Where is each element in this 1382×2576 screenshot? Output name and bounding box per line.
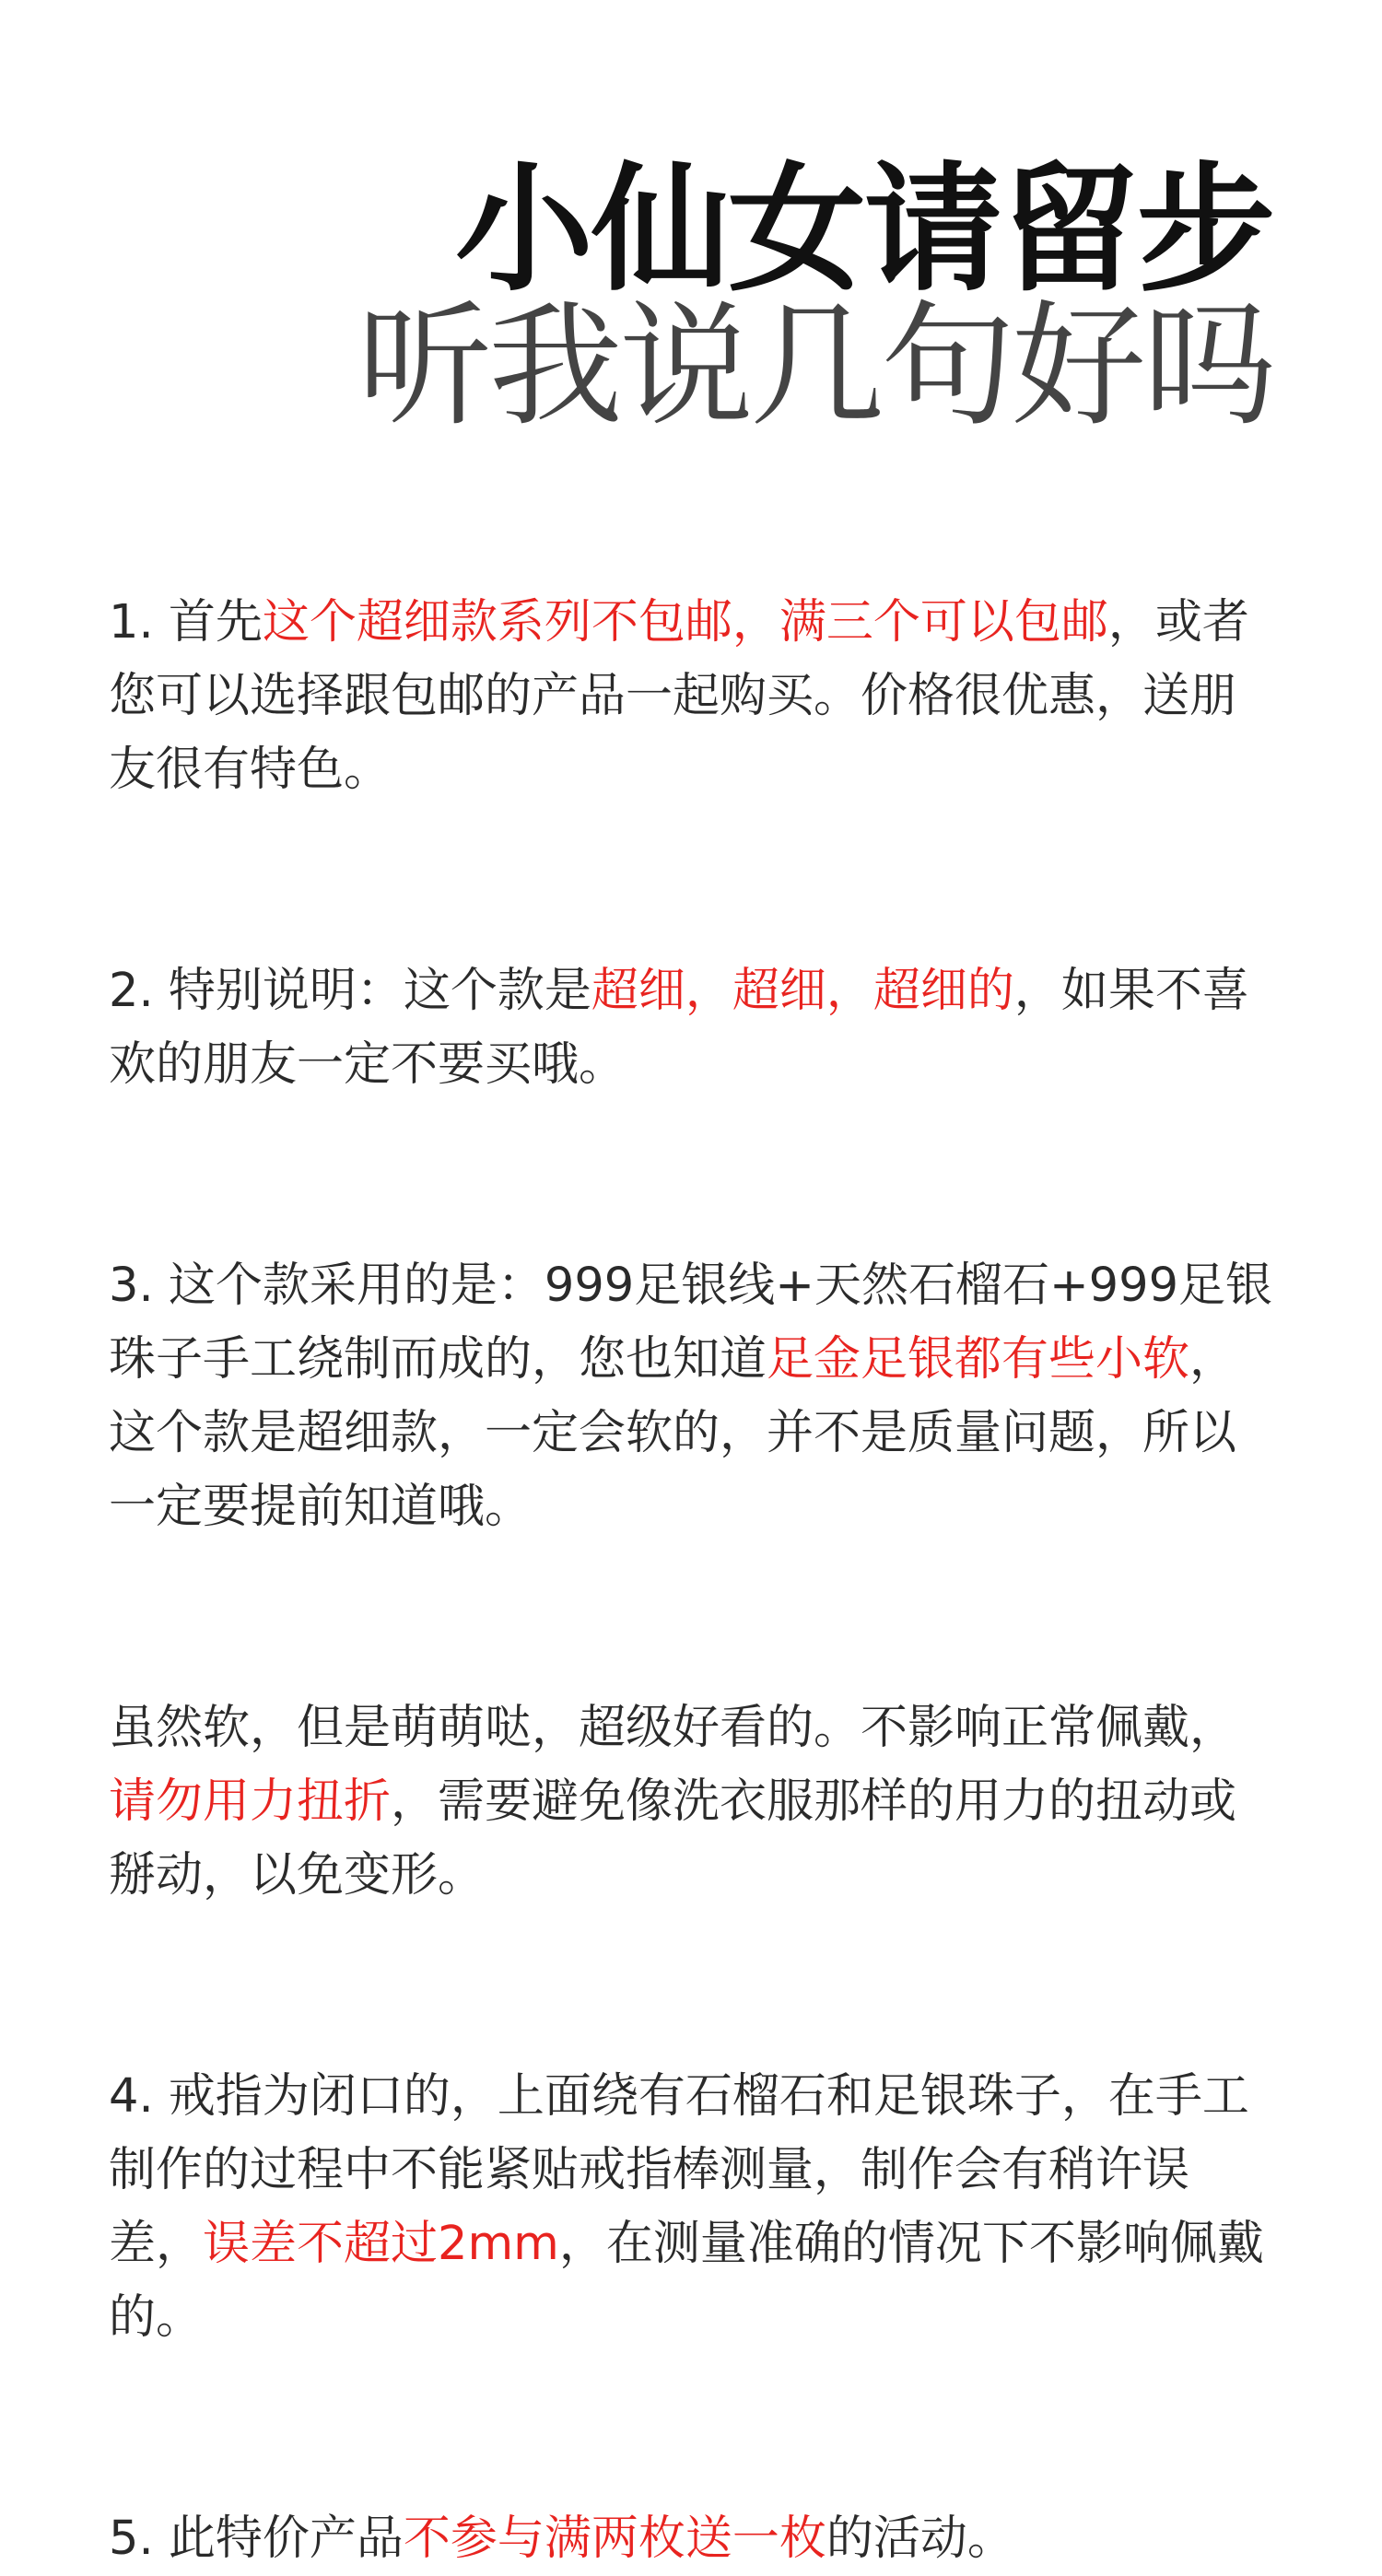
hero-title: 小仙女请留步: [454, 150, 1273, 310]
notice-paragraph-5: [109, 2502, 1279, 2576]
notice-text: 1. 首先: [109, 595, 263, 650]
notice-list: [109, 586, 1279, 2576]
notice-text: 虽然软，但是萌萌哒，超级好看的。不影响正常佩戴，: [109, 1701, 1237, 1755]
notice-highlight: 足金足银都有些小软: [767, 1332, 1190, 1387]
notice-highlight: 这个超细款系列不包邮，满三个可以包邮: [262, 595, 1108, 650]
notice-highlight: 误差不超过2mm: [203, 2217, 559, 2271]
hero-heading: [357, 150, 1273, 445]
notice-paragraph-4: [109, 2060, 1279, 2355]
notice-text: 4. 戒指为闭口的，上面绕有石榴石和足银珠子，在手工制作的过程中不能紧贴戒指棒测量，制作会有稍许误差，: [109, 2069, 1249, 2271]
notice-text: ，在测量准确的情况下不影响佩戴的。: [109, 2217, 1264, 2345]
notice-text: ，如果不喜欢的朋友一定不要买哦。: [109, 964, 1249, 1092]
notice-text: 的活动。: [826, 2512, 1014, 2566]
notice-text: 3. 这个款采用的是：999足银线+天然石榴石+999足银珠子手工绕制而成的，您也知道: [109, 1259, 1273, 1387]
notice-text: ，需要避免像洗衣服那样的用力的扭动或掰动，以免变形。: [109, 1774, 1237, 1903]
notice-text: ，这个款是超细款，一定会软的，并不是质量问题，所以一定要提前知道哦。: [109, 1332, 1237, 1534]
notice-paragraph-3: [109, 1249, 1279, 1544]
notice-highlight: 请勿用力扭折: [109, 1774, 392, 1829]
notice-text: 2. 特别说明：这个款是: [109, 964, 591, 1018]
notice-paragraph-softness: [109, 1692, 1279, 1913]
hero-subtitle: 听我说几句好吗: [357, 288, 1273, 445]
notice-text: 5. 此特价产品: [109, 2512, 404, 2566]
notice-highlight: 不参与满两枚送一枚: [403, 2512, 826, 2566]
notice-paragraph-2: [109, 954, 1279, 1102]
notice-highlight: 超细，超细，超细的: [591, 964, 1014, 1018]
notice-paragraph-1: [109, 586, 1279, 807]
notice-text: ，或者您可以选择跟包邮的产品一起购买。价格很优惠，送朋友很有特色。: [109, 595, 1249, 797]
